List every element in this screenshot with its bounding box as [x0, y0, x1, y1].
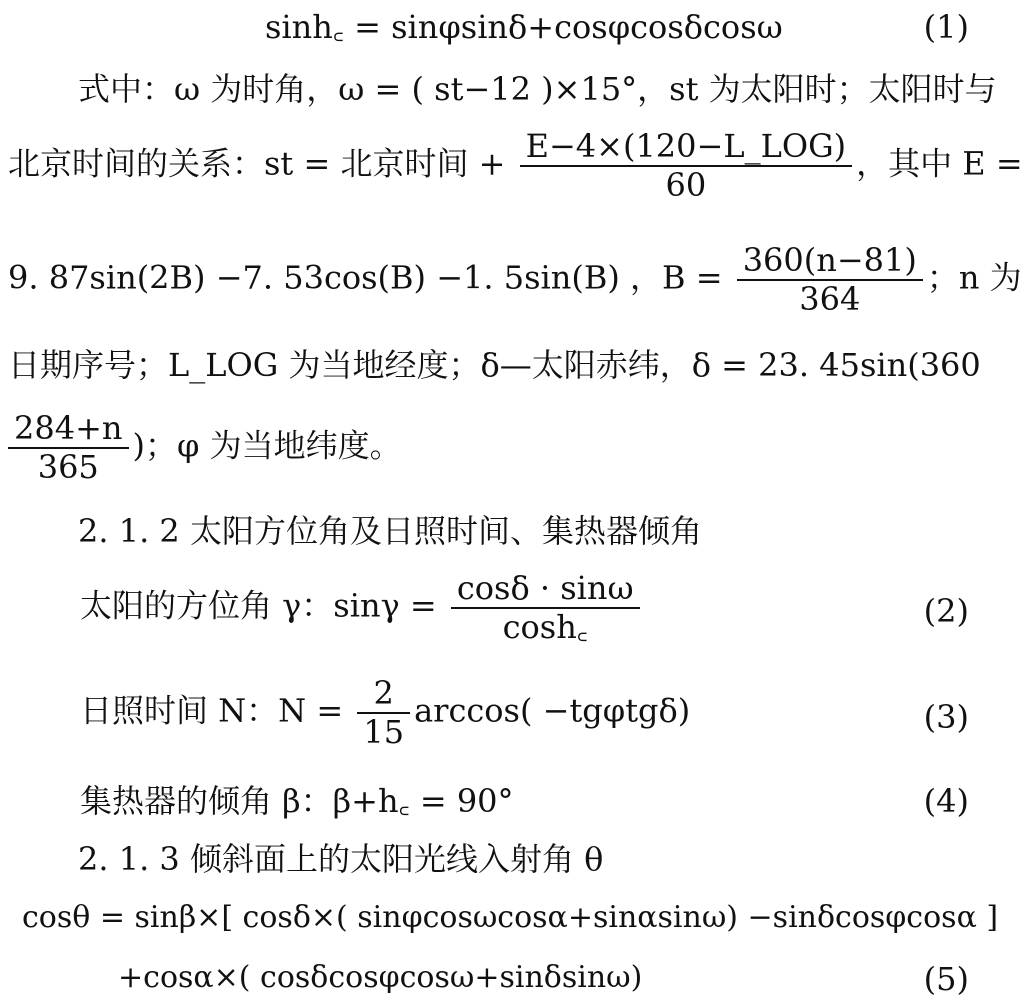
equation-4: 集热器的倾角 β：β+h꜀ = 90°: [80, 782, 514, 820]
equation-5-line-1: cosθ = sinβ×[ cosδ×( sinφcosωcosα+sinαsinω) −sinδcosφcosα ]: [22, 900, 999, 935]
equation-4-number: (4): [923, 782, 969, 820]
paragraph-line-2-prefix: 北京时间的关系：st = 北京时间 +: [8, 144, 516, 183]
equation-3-suffix: arccos( −tgφtgδ): [414, 691, 691, 730]
paragraph-line-1: 式中：ω 为时角，ω = ( st−12 )×15°，st 为太阳时；太阳时与: [78, 70, 997, 108]
equation-3: [80, 675, 983, 751]
equation-1: [265, 8, 983, 46]
fraction-e-term: [520, 128, 853, 204]
equation-2-number: (2): [923, 592, 969, 630]
equation-1-number: (1): [923, 8, 969, 46]
paragraph-line-3-prefix: 9. 87sin(2B) −7. 53cos(B) −1. 5sin(B) ，B =: [8, 258, 733, 297]
paragraph-line-2-suffix: ，其中 E =: [856, 144, 1023, 183]
paragraph-line-3: [8, 241, 1022, 318]
fraction-b-numerator: 360(n−81): [737, 242, 923, 281]
equation-1-formula: sinh꜀ = sinφsinδ+cosφcosδcosω: [265, 8, 783, 46]
fraction-b-denominator: 364: [799, 279, 861, 318]
equation-5-line-2: +cosα×( cosδcosφcosω+sinδsinω): [118, 960, 643, 995]
fraction-sunshine-denominator: 15: [363, 712, 405, 751]
fraction-e-numerator: E−4×(120−L_LOG): [520, 128, 853, 167]
fraction-declination-denominator: 365: [37, 447, 99, 486]
fraction-azimuth-denominator: cosh꜀: [502, 607, 588, 646]
paragraph-line-3-suffix: ；n 为: [926, 258, 1022, 297]
paragraph-line-5-suffix: )；φ 为当地纬度。: [132, 426, 402, 465]
equation-3-label: 日照时间 N：N =: [80, 691, 354, 730]
section-2-1-2-heading: 2. 1. 2 太阳方位角及日照时间、集热器倾角: [78, 512, 702, 550]
fraction-azimuth: [451, 570, 640, 646]
fraction-sunshine: [357, 675, 410, 751]
fraction-e-denominator: 60: [665, 165, 707, 204]
paragraph-line-5: [8, 410, 983, 486]
fraction-b-term: [737, 242, 923, 318]
equation-3-number: (3): [923, 698, 969, 736]
fraction-sunshine-numerator: 2: [357, 675, 410, 714]
fraction-declination-numerator: 284+n: [8, 410, 129, 449]
section-2-1-3-heading: 2. 1. 3 倾斜面上的太阳光线入射角 θ: [78, 840, 604, 878]
paragraph-line-2: [8, 127, 1023, 204]
equation-5-number: (5): [923, 960, 969, 998]
equation-2: [80, 570, 983, 646]
equation-2-label: 太阳的方位角 γ：sinγ =: [80, 586, 447, 625]
fraction-azimuth-numerator: cosδ · sinω: [451, 570, 640, 609]
fraction-declination: [8, 410, 129, 486]
paragraph-line-4: 日期序号；L_LOG 为当地经度；δ—太阳赤纬，δ = 23. 45sin(360: [8, 346, 981, 384]
